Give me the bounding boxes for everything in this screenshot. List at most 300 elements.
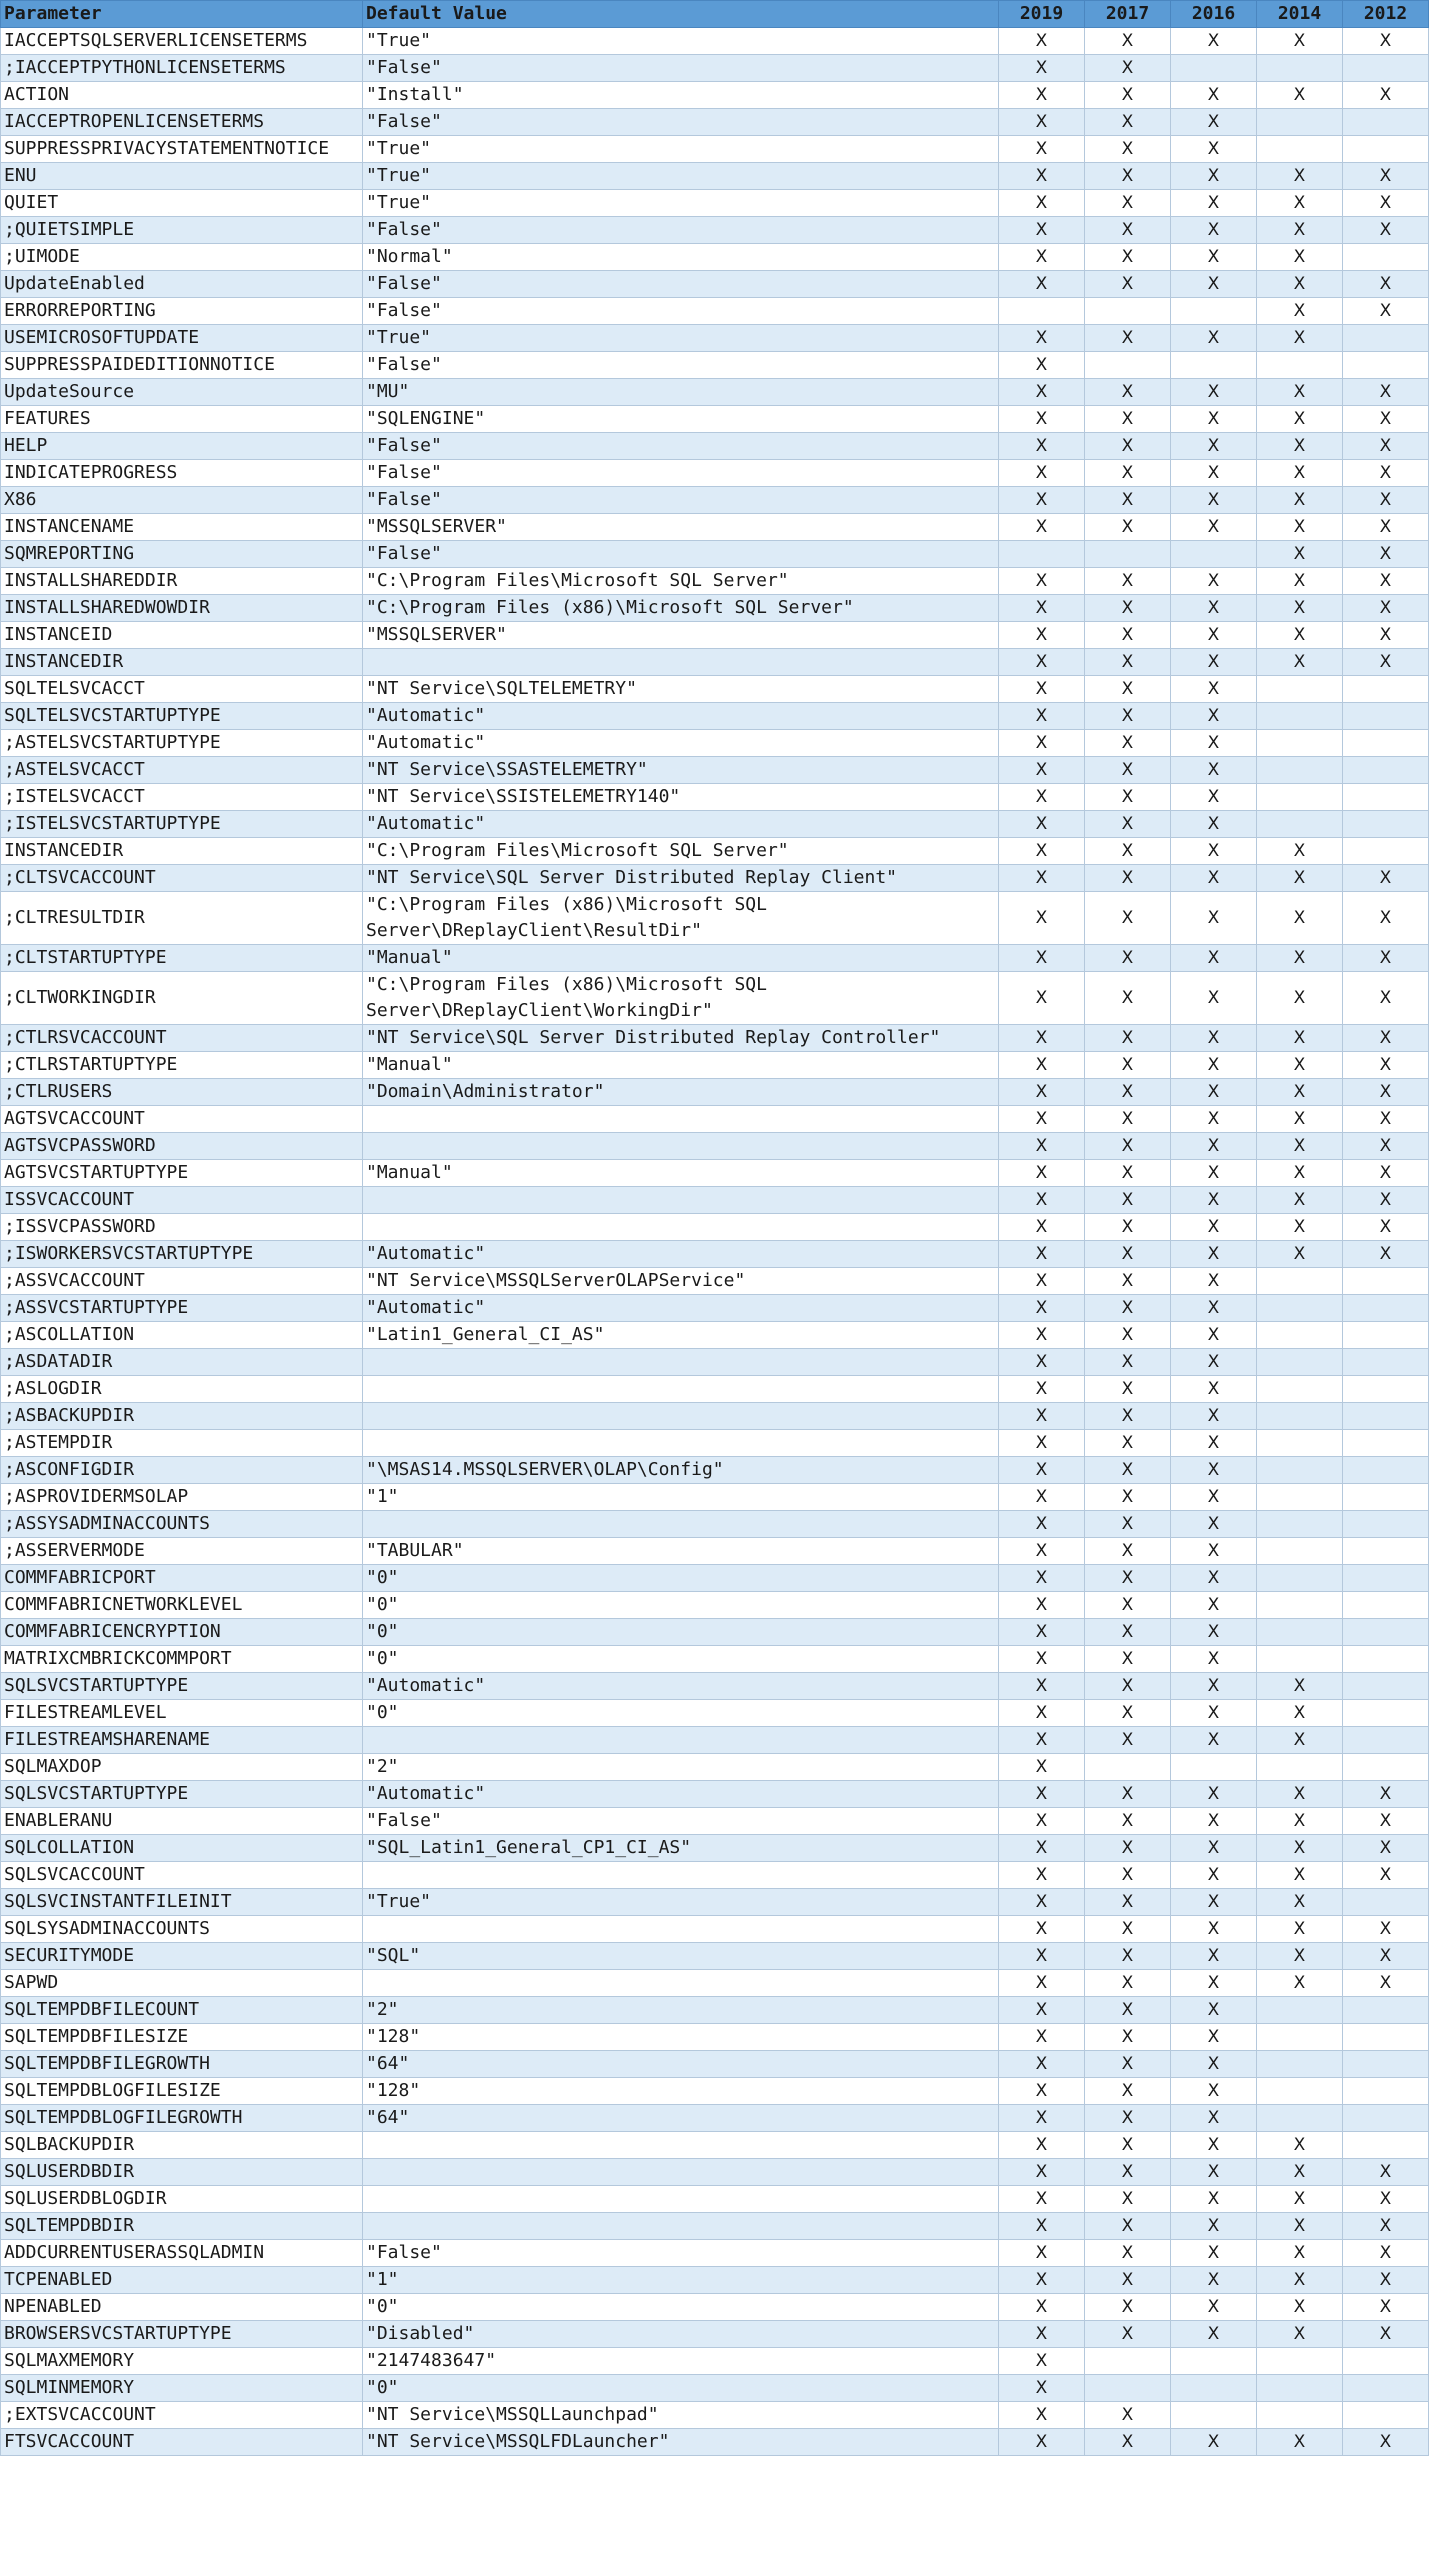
parameter-name: IACCEPTROPENLICENSETERMS bbox=[1, 109, 363, 136]
parameter-name: ;ASPROVIDERMSOLAP bbox=[1, 1484, 363, 1511]
parameter-name: SQLSVCSTARTUPTYPE bbox=[1, 1781, 363, 1808]
table-row bbox=[1, 2240, 1429, 2267]
version-mark-2014: X bbox=[1257, 1673, 1343, 1700]
version-mark-2012: X bbox=[1343, 28, 1429, 55]
version-mark-2014 bbox=[1257, 1403, 1343, 1430]
version-mark-2012: X bbox=[1343, 2267, 1429, 2294]
version-mark-2016: X bbox=[1171, 1349, 1257, 1376]
version-mark-2019: X bbox=[999, 1052, 1085, 1079]
default-value bbox=[363, 2213, 999, 2240]
parameter-name: ;CLTRESULTDIR bbox=[1, 892, 363, 945]
version-mark-2014 bbox=[1257, 676, 1343, 703]
version-mark-2016: X bbox=[1171, 1295, 1257, 1322]
parameter-name: FTSVCACCOUNT bbox=[1, 2429, 363, 2456]
table-row bbox=[1, 838, 1429, 865]
version-mark-2012 bbox=[1343, 136, 1429, 163]
default-value: "False" bbox=[363, 55, 999, 82]
default-value: "False" bbox=[363, 109, 999, 136]
version-mark-2017: X bbox=[1085, 1835, 1171, 1862]
default-value: "NT Service\SQLTELEMETRY" bbox=[363, 676, 999, 703]
parameter-name: INSTANCENAME bbox=[1, 514, 363, 541]
version-mark-2014: X bbox=[1257, 892, 1343, 945]
default-value: "True" bbox=[363, 325, 999, 352]
version-mark-2014 bbox=[1257, 811, 1343, 838]
version-mark-2019: X bbox=[999, 1133, 1085, 1160]
version-mark-2016: X bbox=[1171, 1430, 1257, 1457]
default-value bbox=[363, 1511, 999, 1538]
version-mark-2014: X bbox=[1257, 2132, 1343, 2159]
version-mark-2017: X bbox=[1085, 1268, 1171, 1295]
version-mark-2014 bbox=[1257, 2402, 1343, 2429]
table-row bbox=[1, 460, 1429, 487]
table-row bbox=[1, 622, 1429, 649]
default-value: "Automatic" bbox=[363, 1241, 999, 1268]
version-mark-2017: X bbox=[1085, 1808, 1171, 1835]
version-mark-2016: X bbox=[1171, 379, 1257, 406]
version-mark-2017: X bbox=[1085, 892, 1171, 945]
version-mark-2012: X bbox=[1343, 972, 1429, 1025]
table-row bbox=[1, 703, 1429, 730]
version-mark-2014: X bbox=[1257, 972, 1343, 1025]
parameter-name: ;CTLRSTARTUPTYPE bbox=[1, 1052, 363, 1079]
version-mark-2014 bbox=[1257, 1646, 1343, 1673]
table-row bbox=[1, 1943, 1429, 1970]
parameter-name: COMMFABRICNETWORKLEVEL bbox=[1, 1592, 363, 1619]
version-mark-2016: X bbox=[1171, 325, 1257, 352]
version-mark-2019: X bbox=[999, 1889, 1085, 1916]
version-mark-2019: X bbox=[999, 406, 1085, 433]
version-mark-2014: X bbox=[1257, 2186, 1343, 2213]
version-mark-2014 bbox=[1257, 784, 1343, 811]
version-mark-2019: X bbox=[999, 1565, 1085, 1592]
version-mark-2012 bbox=[1343, 1376, 1429, 1403]
version-mark-2016: X bbox=[1171, 217, 1257, 244]
default-value: "128" bbox=[363, 2078, 999, 2105]
version-mark-2014: X bbox=[1257, 2294, 1343, 2321]
version-mark-2017: X bbox=[1085, 2159, 1171, 2186]
table-row bbox=[1, 352, 1429, 379]
parameter-name: ;ASSVCACCOUNT bbox=[1, 1268, 363, 1295]
parameter-name: SQLBACKUPDIR bbox=[1, 2132, 363, 2159]
header-default-value: Default Value bbox=[363, 1, 999, 28]
version-mark-2012 bbox=[1343, 1349, 1429, 1376]
header-version-2014: 2014 bbox=[1257, 1, 1343, 28]
default-value: "0" bbox=[363, 1592, 999, 1619]
version-mark-2016 bbox=[1171, 541, 1257, 568]
version-mark-2014 bbox=[1257, 1484, 1343, 1511]
parameter-name: COMMFABRICENCRYPTION bbox=[1, 1619, 363, 1646]
parameter-name: X86 bbox=[1, 487, 363, 514]
version-mark-2012 bbox=[1343, 1592, 1429, 1619]
version-mark-2017: X bbox=[1085, 2294, 1171, 2321]
default-value: "0" bbox=[363, 2375, 999, 2402]
parameter-name: ;ASBACKUPDIR bbox=[1, 1403, 363, 1430]
version-mark-2017: X bbox=[1085, 2240, 1171, 2267]
version-mark-2012: X bbox=[1343, 1808, 1429, 1835]
version-mark-2014 bbox=[1257, 1430, 1343, 1457]
version-mark-2016: X bbox=[1171, 2159, 1257, 2186]
version-mark-2017: X bbox=[1085, 379, 1171, 406]
default-value: "0" bbox=[363, 1565, 999, 1592]
version-mark-2012: X bbox=[1343, 1214, 1429, 1241]
table-row bbox=[1, 1565, 1429, 1592]
version-mark-2016: X bbox=[1171, 676, 1257, 703]
version-mark-2019: X bbox=[999, 730, 1085, 757]
parameter-name: ;ASSYSADMINACCOUNTS bbox=[1, 1511, 363, 1538]
version-mark-2016 bbox=[1171, 352, 1257, 379]
version-mark-2019: X bbox=[999, 1268, 1085, 1295]
table-row bbox=[1, 2348, 1429, 2375]
version-mark-2019: X bbox=[999, 676, 1085, 703]
version-mark-2014: X bbox=[1257, 622, 1343, 649]
version-mark-2017: X bbox=[1085, 271, 1171, 298]
version-mark-2014 bbox=[1257, 1754, 1343, 1781]
version-mark-2014 bbox=[1257, 1511, 1343, 1538]
version-mark-2017: X bbox=[1085, 1457, 1171, 1484]
parameter-name: SQLSVCSTARTUPTYPE bbox=[1, 1673, 363, 1700]
parameter-name: ;CLTSTARTUPTYPE bbox=[1, 945, 363, 972]
version-mark-2017: X bbox=[1085, 838, 1171, 865]
parameter-name: ACTION bbox=[1, 82, 363, 109]
table-row bbox=[1, 676, 1429, 703]
version-mark-2012 bbox=[1343, 1295, 1429, 1322]
version-mark-2016: X bbox=[1171, 1592, 1257, 1619]
default-value: "False" bbox=[363, 352, 999, 379]
table-row bbox=[1, 2294, 1429, 2321]
parameter-name: COMMFABRICPORT bbox=[1, 1565, 363, 1592]
default-value: "2" bbox=[363, 1754, 999, 1781]
version-mark-2014: X bbox=[1257, 514, 1343, 541]
version-mark-2012 bbox=[1343, 1754, 1429, 1781]
version-mark-2012: X bbox=[1343, 2429, 1429, 2456]
default-value bbox=[363, 1916, 999, 1943]
default-value: "NT Service\MSSQLFDLauncher" bbox=[363, 2429, 999, 2456]
version-mark-2012: X bbox=[1343, 1970, 1429, 1997]
version-mark-2019: X bbox=[999, 2024, 1085, 2051]
version-mark-2014 bbox=[1257, 1565, 1343, 1592]
version-mark-2012: X bbox=[1343, 568, 1429, 595]
version-mark-2012: X bbox=[1343, 2159, 1429, 2186]
version-mark-2019: X bbox=[999, 1646, 1085, 1673]
version-mark-2012 bbox=[1343, 1430, 1429, 1457]
version-mark-2019: X bbox=[999, 649, 1085, 676]
table-row bbox=[1, 2051, 1429, 2078]
version-mark-2014 bbox=[1257, 1619, 1343, 1646]
version-mark-2017: X bbox=[1085, 2402, 1171, 2429]
version-mark-2016: X bbox=[1171, 487, 1257, 514]
default-value: "64" bbox=[363, 2051, 999, 2078]
table-row bbox=[1, 1322, 1429, 1349]
version-mark-2019: X bbox=[999, 972, 1085, 1025]
version-mark-2014: X bbox=[1257, 865, 1343, 892]
version-mark-2016: X bbox=[1171, 2105, 1257, 2132]
version-mark-2012 bbox=[1343, 1646, 1429, 1673]
version-mark-2019: X bbox=[999, 190, 1085, 217]
version-mark-2014: X bbox=[1257, 2213, 1343, 2240]
version-mark-2017: X bbox=[1085, 1322, 1171, 1349]
version-mark-2014: X bbox=[1257, 1187, 1343, 1214]
version-mark-2016: X bbox=[1171, 28, 1257, 55]
parameter-name: SQLSYSADMINACCOUNTS bbox=[1, 1916, 363, 1943]
version-mark-2014: X bbox=[1257, 1025, 1343, 1052]
version-mark-2017: X bbox=[1085, 1511, 1171, 1538]
parameter-name: FILESTREAMLEVEL bbox=[1, 1700, 363, 1727]
version-mark-2014 bbox=[1257, 1322, 1343, 1349]
version-mark-2016: X bbox=[1171, 838, 1257, 865]
version-mark-2012: X bbox=[1343, 271, 1429, 298]
version-mark-2017: X bbox=[1085, 1862, 1171, 1889]
version-mark-2016: X bbox=[1171, 784, 1257, 811]
version-mark-2014: X bbox=[1257, 379, 1343, 406]
version-mark-2014 bbox=[1257, 757, 1343, 784]
default-value: "0" bbox=[363, 2294, 999, 2321]
version-mark-2017: X bbox=[1085, 190, 1171, 217]
version-mark-2016 bbox=[1171, 2348, 1257, 2375]
default-value: "Disabled" bbox=[363, 2321, 999, 2348]
table-row bbox=[1, 1916, 1429, 1943]
table-row bbox=[1, 1727, 1429, 1754]
version-mark-2014: X bbox=[1257, 1106, 1343, 1133]
version-mark-2017: X bbox=[1085, 136, 1171, 163]
version-mark-2017 bbox=[1085, 352, 1171, 379]
version-mark-2019: X bbox=[999, 1214, 1085, 1241]
table-row bbox=[1, 1376, 1429, 1403]
table-row bbox=[1, 1484, 1429, 1511]
table-row bbox=[1, 28, 1429, 55]
parameter-name: ;CLTWORKINGDIR bbox=[1, 972, 363, 1025]
version-mark-2016: X bbox=[1171, 595, 1257, 622]
version-mark-2014: X bbox=[1257, 1889, 1343, 1916]
version-mark-2017: X bbox=[1085, 2429, 1171, 2456]
default-value: "Manual" bbox=[363, 1052, 999, 1079]
version-mark-2019: X bbox=[999, 271, 1085, 298]
version-mark-2012 bbox=[1343, 1700, 1429, 1727]
version-mark-2016: X bbox=[1171, 1997, 1257, 2024]
table-row bbox=[1, 1403, 1429, 1430]
default-value: "True" bbox=[363, 1889, 999, 1916]
version-mark-2019: X bbox=[999, 460, 1085, 487]
version-mark-2012 bbox=[1343, 757, 1429, 784]
version-mark-2016: X bbox=[1171, 1133, 1257, 1160]
version-mark-2019: X bbox=[999, 945, 1085, 972]
default-value: "True" bbox=[363, 28, 999, 55]
version-mark-2016: X bbox=[1171, 649, 1257, 676]
version-mark-2016: X bbox=[1171, 1700, 1257, 1727]
default-value: "Latin1_General_CI_AS" bbox=[363, 1322, 999, 1349]
default-value: "C:\Program Files (x86)\Microsoft SQL Server" bbox=[363, 595, 999, 622]
version-mark-2012 bbox=[1343, 325, 1429, 352]
version-mark-2019: X bbox=[999, 352, 1085, 379]
version-mark-2014: X bbox=[1257, 541, 1343, 568]
version-mark-2016: X bbox=[1171, 136, 1257, 163]
version-mark-2014: X bbox=[1257, 1700, 1343, 1727]
version-mark-2014: X bbox=[1257, 1079, 1343, 1106]
version-mark-2017: X bbox=[1085, 2132, 1171, 2159]
version-mark-2017: X bbox=[1085, 1160, 1171, 1187]
version-mark-2019: X bbox=[999, 1295, 1085, 1322]
parameter-name: SAPWD bbox=[1, 1970, 363, 1997]
version-mark-2017: X bbox=[1085, 676, 1171, 703]
version-mark-2012: X bbox=[1343, 2186, 1429, 2213]
version-mark-2012 bbox=[1343, 676, 1429, 703]
table-row bbox=[1, 1619, 1429, 1646]
table-row bbox=[1, 1187, 1429, 1214]
version-mark-2019: X bbox=[999, 568, 1085, 595]
version-mark-2017: X bbox=[1085, 1430, 1171, 1457]
version-mark-2012 bbox=[1343, 1268, 1429, 1295]
version-mark-2012: X bbox=[1343, 2240, 1429, 2267]
version-mark-2012: X bbox=[1343, 649, 1429, 676]
table-row bbox=[1, 1511, 1429, 1538]
version-mark-2017: X bbox=[1085, 757, 1171, 784]
version-mark-2017: X bbox=[1085, 487, 1171, 514]
version-mark-2017: X bbox=[1085, 1889, 1171, 1916]
table-row bbox=[1, 1754, 1429, 1781]
version-mark-2016 bbox=[1171, 2402, 1257, 2429]
version-mark-2014: X bbox=[1257, 28, 1343, 55]
version-mark-2014 bbox=[1257, 703, 1343, 730]
default-value: "Install" bbox=[363, 82, 999, 109]
version-mark-2019: X bbox=[999, 1187, 1085, 1214]
version-mark-2017: X bbox=[1085, 865, 1171, 892]
version-mark-2019: X bbox=[999, 1403, 1085, 1430]
default-value: "Automatic" bbox=[363, 1781, 999, 1808]
parameter-name: ENABLERANU bbox=[1, 1808, 363, 1835]
version-mark-2017: X bbox=[1085, 55, 1171, 82]
default-value: "False" bbox=[363, 541, 999, 568]
version-mark-2012: X bbox=[1343, 460, 1429, 487]
version-mark-2016: X bbox=[1171, 244, 1257, 271]
version-mark-2014: X bbox=[1257, 1727, 1343, 1754]
version-mark-2012 bbox=[1343, 1538, 1429, 1565]
version-mark-2012: X bbox=[1343, 1133, 1429, 1160]
version-mark-2017: X bbox=[1085, 1133, 1171, 1160]
version-mark-2016: X bbox=[1171, 2186, 1257, 2213]
version-mark-2014 bbox=[1257, 2375, 1343, 2402]
version-mark-2012 bbox=[1343, 2024, 1429, 2051]
version-mark-2014: X bbox=[1257, 1133, 1343, 1160]
version-mark-2014: X bbox=[1257, 2267, 1343, 2294]
parameter-name: SQLTEMPDBLOGFILEGROWTH bbox=[1, 2105, 363, 2132]
version-mark-2019: X bbox=[999, 514, 1085, 541]
parameter-name: ADDCURRENTUSERASSQLADMIN bbox=[1, 2240, 363, 2267]
parameter-name: SQLMINMEMORY bbox=[1, 2375, 363, 2402]
version-mark-2017: X bbox=[1085, 703, 1171, 730]
version-mark-2014: X bbox=[1257, 945, 1343, 972]
version-mark-2012: X bbox=[1343, 2321, 1429, 2348]
version-mark-2012: X bbox=[1343, 406, 1429, 433]
version-mark-2016: X bbox=[1171, 1835, 1257, 1862]
version-mark-2017: X bbox=[1085, 1997, 1171, 2024]
table-row bbox=[1, 298, 1429, 325]
version-mark-2017: X bbox=[1085, 109, 1171, 136]
table-row bbox=[1, 2213, 1429, 2240]
version-mark-2014 bbox=[1257, 55, 1343, 82]
version-mark-2019: X bbox=[999, 811, 1085, 838]
version-mark-2014 bbox=[1257, 1295, 1343, 1322]
version-mark-2012: X bbox=[1343, 1106, 1429, 1133]
version-mark-2019: X bbox=[999, 1781, 1085, 1808]
default-value: "C:\Program Files (x86)\Microsoft SQL Server\DReplayClient\WorkingDir" bbox=[363, 972, 999, 1025]
version-mark-2012 bbox=[1343, 2402, 1429, 2429]
version-mark-2016: X bbox=[1171, 109, 1257, 136]
version-mark-2016: X bbox=[1171, 1079, 1257, 1106]
version-mark-2016: X bbox=[1171, 271, 1257, 298]
version-mark-2012 bbox=[1343, 352, 1429, 379]
version-mark-2012: X bbox=[1343, 1052, 1429, 1079]
version-mark-2019: X bbox=[999, 1673, 1085, 1700]
default-value bbox=[363, 2186, 999, 2213]
parameter-name: AGTSVCACCOUNT bbox=[1, 1106, 363, 1133]
version-mark-2014 bbox=[1257, 2348, 1343, 2375]
parameter-name: ;CTLRUSERS bbox=[1, 1079, 363, 1106]
version-mark-2012 bbox=[1343, 2132, 1429, 2159]
version-mark-2014: X bbox=[1257, 568, 1343, 595]
version-mark-2017: X bbox=[1085, 1781, 1171, 1808]
version-mark-2014 bbox=[1257, 1457, 1343, 1484]
version-mark-2012 bbox=[1343, 2105, 1429, 2132]
default-value: "128" bbox=[363, 2024, 999, 2051]
version-mark-2019: X bbox=[999, 55, 1085, 82]
version-mark-2014: X bbox=[1257, 1214, 1343, 1241]
default-value: "True" bbox=[363, 190, 999, 217]
version-mark-2019: X bbox=[999, 109, 1085, 136]
version-mark-2014: X bbox=[1257, 1943, 1343, 1970]
default-value: "C:\Program Files (x86)\Microsoft SQL Server\DReplayClient\ResultDir" bbox=[363, 892, 999, 945]
default-value: "False" bbox=[363, 1808, 999, 1835]
version-mark-2012: X bbox=[1343, 433, 1429, 460]
version-mark-2017 bbox=[1085, 2348, 1171, 2375]
version-mark-2012 bbox=[1343, 838, 1429, 865]
parameter-name: SQLTEMPDBFILECOUNT bbox=[1, 1997, 363, 2024]
version-mark-2014: X bbox=[1257, 460, 1343, 487]
parameter-name: ;ASDATADIR bbox=[1, 1349, 363, 1376]
table-row bbox=[1, 1052, 1429, 1079]
version-mark-2017: X bbox=[1085, 622, 1171, 649]
version-mark-2012: X bbox=[1343, 217, 1429, 244]
default-value: "Domain\Administrator" bbox=[363, 1079, 999, 1106]
table-row bbox=[1, 379, 1429, 406]
version-mark-2012: X bbox=[1343, 1943, 1429, 1970]
parameter-name: UpdateSource bbox=[1, 379, 363, 406]
version-mark-2017: X bbox=[1085, 595, 1171, 622]
default-value: "0" bbox=[363, 1700, 999, 1727]
version-mark-2016: X bbox=[1171, 972, 1257, 1025]
parameter-name: SQLCOLLATION bbox=[1, 1835, 363, 1862]
parameter-name: INSTALLSHAREDDIR bbox=[1, 568, 363, 595]
parameter-name: SQLSVCINSTANTFILEINIT bbox=[1, 1889, 363, 1916]
table-row bbox=[1, 1646, 1429, 1673]
parameter-name: ;UIMODE bbox=[1, 244, 363, 271]
default-value: "0" bbox=[363, 1646, 999, 1673]
parameter-name: HELP bbox=[1, 433, 363, 460]
version-mark-2016: X bbox=[1171, 190, 1257, 217]
version-mark-2014: X bbox=[1257, 433, 1343, 460]
default-value bbox=[363, 1214, 999, 1241]
version-mark-2014 bbox=[1257, 1268, 1343, 1295]
table-row bbox=[1, 1214, 1429, 1241]
default-value: "False" bbox=[363, 433, 999, 460]
table-row bbox=[1, 433, 1429, 460]
version-mark-2016: X bbox=[1171, 2024, 1257, 2051]
version-mark-2016: X bbox=[1171, 82, 1257, 109]
table-row bbox=[1, 811, 1429, 838]
version-mark-2019: X bbox=[999, 2402, 1085, 2429]
version-mark-2016: X bbox=[1171, 1106, 1257, 1133]
version-mark-2017: X bbox=[1085, 460, 1171, 487]
default-value bbox=[363, 1376, 999, 1403]
parameter-name: ;ASSERVERMODE bbox=[1, 1538, 363, 1565]
